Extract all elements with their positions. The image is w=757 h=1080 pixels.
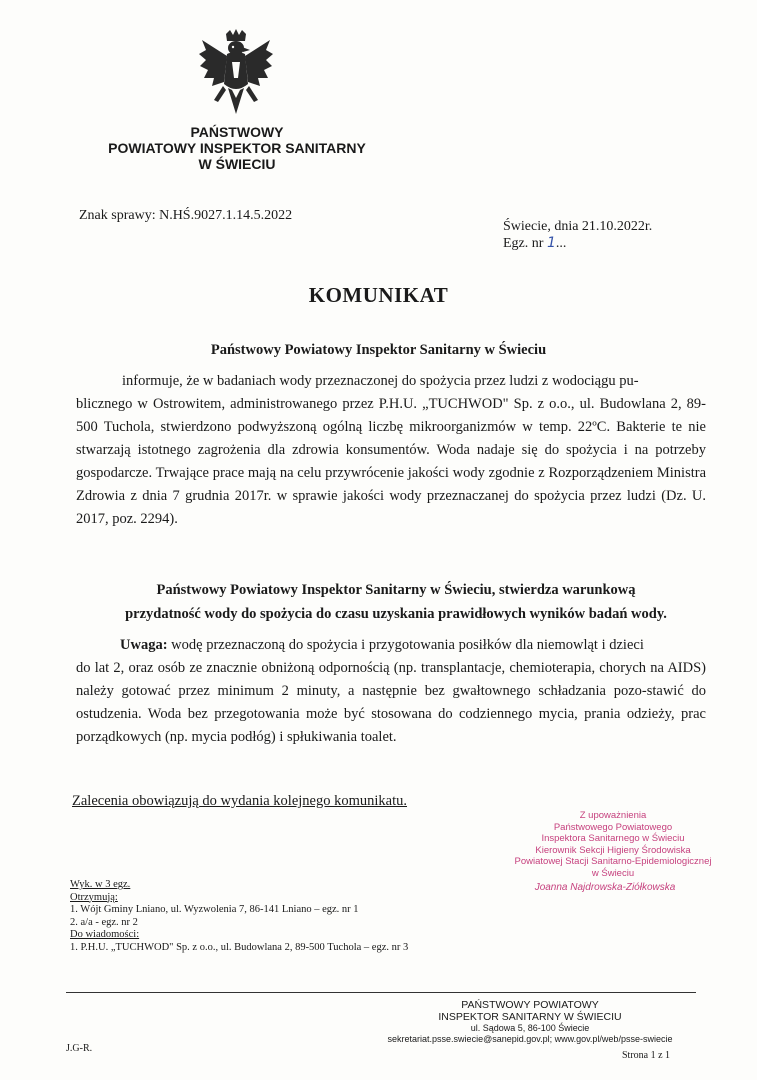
info-paragraph-first-line: informuje, że w badaniach wody przeznaczonej do spożycia przez ludzi z wodociągu pu- [122,373,639,389]
conditional-suitability-statement [86,578,706,626]
footer-contact: sekretariat.psse.swiecie@sanepid.gov.pl; www.gov.pl/web/psse-swiecie [387,1034,673,1044]
copy-number-handwritten: 1 [546,235,556,251]
stamp-signer: Joanna Najdrowska-Ziółkowska [534,882,676,893]
warning-body: do lat 2, oraz osób ze znacznie obniżoną odpornością (np. transplantacje, chemioterapia, chorych na AIDS) należy gotować przez minimum 2 minuty, a następnie bez gwałtownego schładzania pozo-stawić do ostudzenia. Woda bez przegotowania może być stosowana do codziennego mycia, prania odzieży, prac porządkowych (np. mycia podłóg) i spłukiwania toalet. [76,660,706,745]
warning-first-line [76,634,706,657]
polish-eagle-emblem-icon [196,28,276,124]
distribution-list [70,879,408,954]
stamp-line: Inspektora Sanitarnego w Świeciu [541,833,685,844]
warning-first-text: wodę przeznaczoną do spożycia i przygotowania posiłków dla niemowląt i dzieci [171,637,644,653]
footer-line: PAŃSTWOWY POWIATOWY [461,999,599,1011]
case-reference: Znak sprawy: N.HŚ.9027.1.14.5.2022 [79,208,293,223]
place-date: Świecie, dnia 21.10.2022r. [503,219,653,234]
author-initials: J.G-R. [66,1043,93,1054]
footer-address: ul. Sądowa 5, 86-100 Świecie [470,1023,590,1033]
stamp-line: Powiatowej Stacji Sanitarno-Epidemiologicznej [514,856,712,867]
recipients-label: Otrzymują: [70,891,118,903]
institution-line: W ŚWIECIU [198,156,276,172]
info-paragraph-body: blicznego w Ostrowitem, administrowanego przez P.H.U. „TUCHWOD" Sp. z o.o., ul. Budowlana 2, 89-500 Tuchola, stwierdzono podwyższoną ogólną liczbę mikroorganizmów w temp. 22ºC. Bakterie te nie stwarzają istotnego zagrożenia dla zdrowia konsumentów. Woda nadaje się do spożycia i na potrzeby gospodarcze. Trwające prace mają na celu przywrócenie jakości wody zgodnie z Rozporządzeniem Ministra Zdrowia z dnia 7 grudnia 2017r. w sprawie jakości wody przeznaczanej do spożycia przez ludzi (Dz. U. 2017, poz. 2294). [76,396,706,527]
copy-number-line [503,235,652,252]
authorization-stamp [508,810,718,879]
institution-name [92,124,382,172]
stamp-line: w Świeciu [591,867,635,879]
info-recipient-item: 1. P.H.U. „TUCHWOD" Sp. z o.o., ul. Budowlana 2, 89-500 Tuchola – egz. nr 3 [70,941,409,953]
stamp-line: Kierownik Sekcji Higieny Środowiska [535,844,691,856]
warning-paragraph [76,634,706,749]
copies-made: Wyk. w 3 egz. [70,879,131,890]
info-paragraph [76,370,706,531]
recipient-item: 2. a/a - egz. nr 2 [70,916,138,928]
recommendation-note: Zalecenia obowiązują do wydania kolejnego komunikatu. [72,793,408,809]
footer-address-block [380,1000,680,1045]
institution-line: POWIATOWY INSPEKTOR SANITARNY [108,140,366,156]
institution-line: PAŃSTWOWY [190,124,284,140]
document-subtitle: Państwowy Powiatowy Inspektor Sanitarny w Świeciu [210,342,547,358]
stamp-line: Z upoważnienia [579,810,647,821]
document-title: KOMUNIKAT [308,283,449,307]
statement-line: przydatność wody do spożycia do czasu uzyskania prawidłowych wyników badań wody. [125,606,667,622]
stamp-line: Państwowego Powiatowego [553,821,673,833]
statement-line: Państwowy Powiatowy Inspektor Sanitarny w Świeciu, stwierdza warunkową [156,582,636,598]
place-date-block [503,218,652,252]
warning-label: Uwaga: [120,637,168,653]
page-number: Strona 1 z 1 [622,1050,671,1061]
recipient-item: 1. Wójt Gminy Lniano, ul. Wyzwolenia 7, 86-141 Lniano – egz. nr 1 [70,904,359,915]
info-recipients-label: Do wiadomości: [70,929,140,940]
footer-divider [66,992,696,993]
footer-line: INSPEKTOR SANITARNY W ŚWIECIU [438,1010,622,1023]
copy-prefix: Egz. nr [503,236,544,251]
copy-suffix: ... [555,236,567,251]
